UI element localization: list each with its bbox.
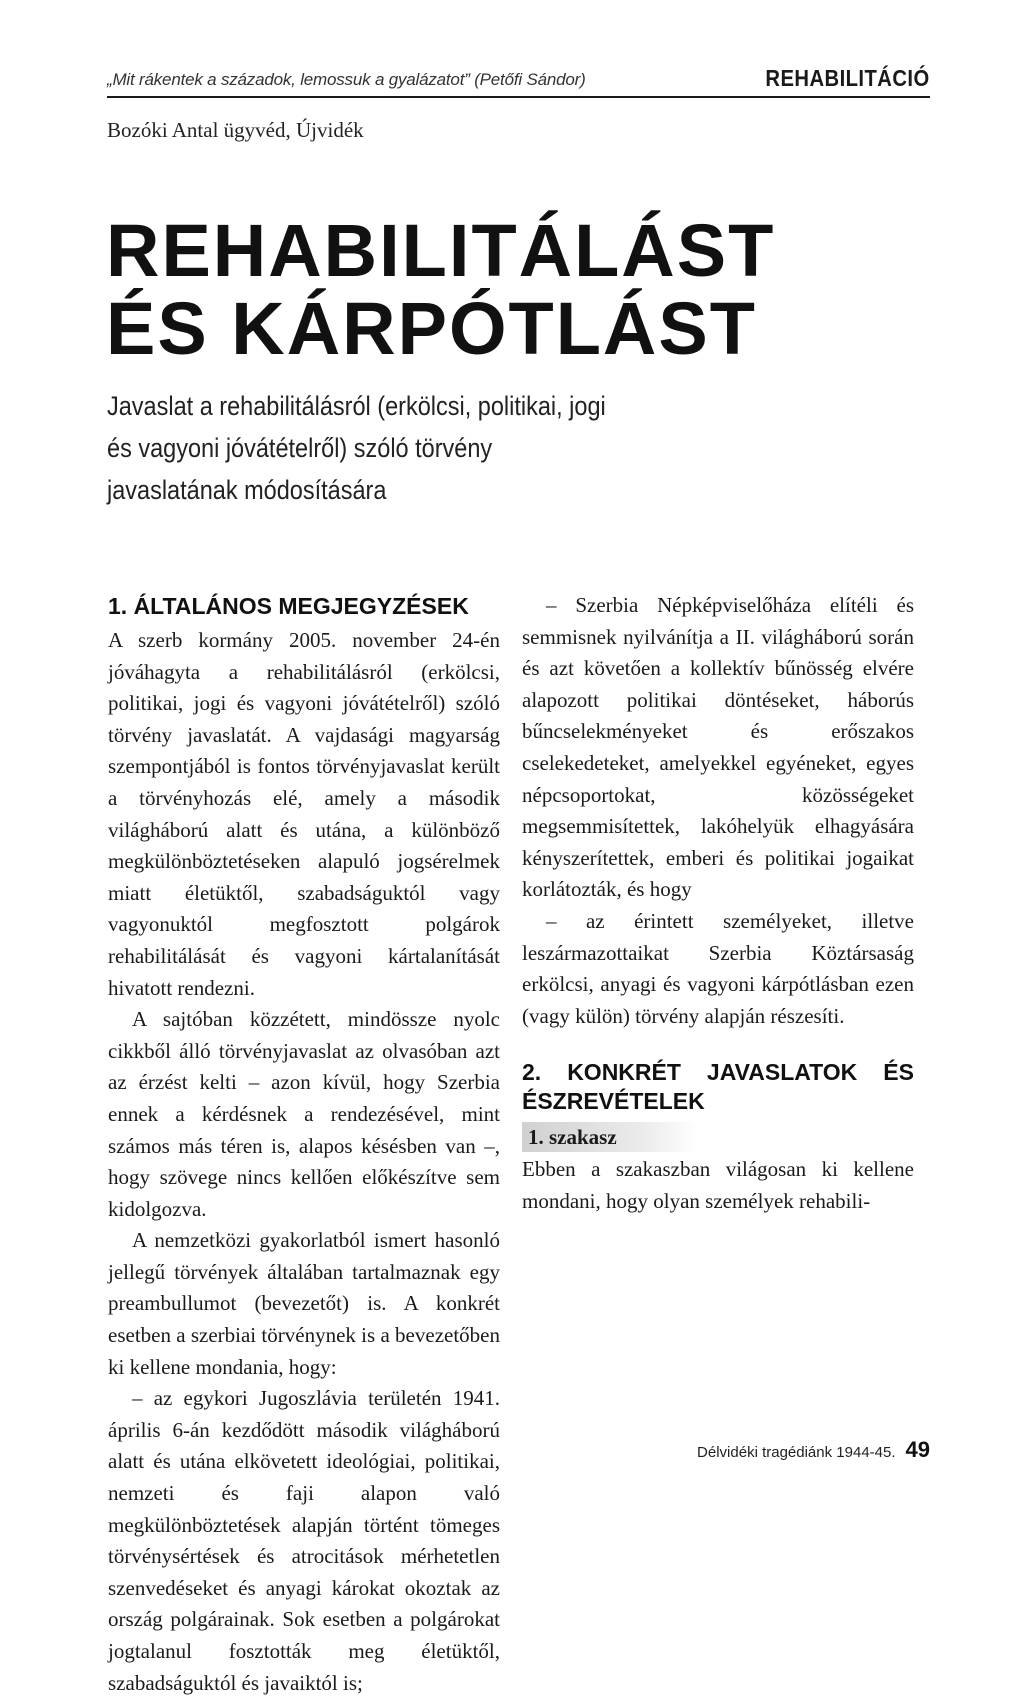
text-column-left <box>108 586 500 1699</box>
running-header <box>107 60 930 98</box>
title-line-2: ÉS KÁRPÓTLÁST <box>106 287 757 370</box>
paragraph: – az érintett személyeket, illetve leszármazottaikat Szerbia Köztársaság erkölcsi, anyagi és vagyoni kárpótlásban ezen (vagy külön) törvény alapján részesíti. <box>522 908 914 1028</box>
paragraph: – Szerbia Népképviselőháza elítéli és semmisnek nyilvánítja a II. világháború során és azt követően a kollektív bűnösség elvére alapozott politikai döntéseket, háborús bűncselekményeket és erőszakos cselekedeteket, amelyekkel egyéneket, egyes népcsoportokat, közösségeket megsemmisítettek, lakóhelyük elhagyására kényszerítettek, emberi és politikai jogaikat korlátozták, és hogy <box>522 593 914 902</box>
paragraph-part: – az egykori Jugoszlávia területén 1941. április 6-án kezdődött második világháború alatt és utána elkövetett ideológiai, politikai, nemzeti és faji alapon való megkülönböztetések alapján történt tömeges törvénysértések és atrocitások mérhetetlen szenvedéseket és anyagi károkat okoztak az ország polgárainak. Sok esetben a polgárokat jogtalanul fosztották meg életüktől, szabadságuktól és javaiktól is; <box>108 1386 500 1695</box>
subsection-heading: 1. szakasz <box>522 1122 698 1152</box>
header-quote: „Mit rákentek a századok, lemossuk a gyalázatot” (Petőfi Sándor) <box>107 70 586 89</box>
paragraph: Ebben a szakaszban világosan ki kellene mondani, hogy olyan személyek rehabili- <box>522 1157 914 1213</box>
page-number: 49 <box>905 1437 930 1462</box>
author-line: Bozóki Antal ügyvéd, Újvidék <box>107 118 364 142</box>
section-2-heading: 2. KONKRÉT JAVASLATOK ÉS ÉSZREVÉTELEK <box>522 1059 914 1115</box>
title-line-1: REHABILITÁLÁST <box>106 209 776 292</box>
paragraph-split <box>108 1383 500 1699</box>
paragraph: A szerb kormány 2005. november 24-én jóváhagyta a rehabilitálásról (erkölcsi, politikai, jogi és vagyoni jóvátételről) szóló törvény javaslatát. A vajdasági magyarság szempontjából is fontos törvényjavaslat került a törvényhozás elé, amely a második világháború alatt és utána, a különböző megkülönböztetéseken alapuló jogsérelmek miatt életüktől, szabadságuktól vagy vagyonuktól megfosztott polgárok rehabilitálását és vagyoni kártalanítását hivatott rendezni. <box>108 628 500 1000</box>
paragraph: A nemzetközi gyakorlatból ismert hasonló jellegű törvények általában tartalmaznak egy preambullumot (bevezetőt) is. A konkrét esetben a szerbiai törvénynek is a bevezetőben ki kellene mondania, hogy: <box>108 1228 500 1379</box>
page-footer <box>697 1437 930 1463</box>
section-1-heading: 1. ÁLTALÁNOS MEGJEGYZÉSEK <box>108 593 469 619</box>
article-subtitle: Javaslat a rehabilitálásról (erkölcsi, politikai, jogi és vagyoni jóvátételről) szóló törvény javaslatának módosítására <box>107 391 606 505</box>
header-section-title: REHABILITÁCIÓ <box>765 65 930 91</box>
publication-name: Délvidéki tragédiánk 1944-45. <box>697 1444 896 1461</box>
text-column-right <box>522 590 914 1218</box>
article-title <box>106 209 776 370</box>
paragraph: A sajtóban közzétett, mindössze nyolc cikkből álló törvényjavaslat az olvasóban azt az érzést kelti – azon kívül, hogy Szerbia ennek a kérdésnek a rendezésével, mint számos más téren is, alapos késésben van –, hogy szövege nincs kellően előkészítve sem kidolgozva. <box>108 1007 500 1221</box>
